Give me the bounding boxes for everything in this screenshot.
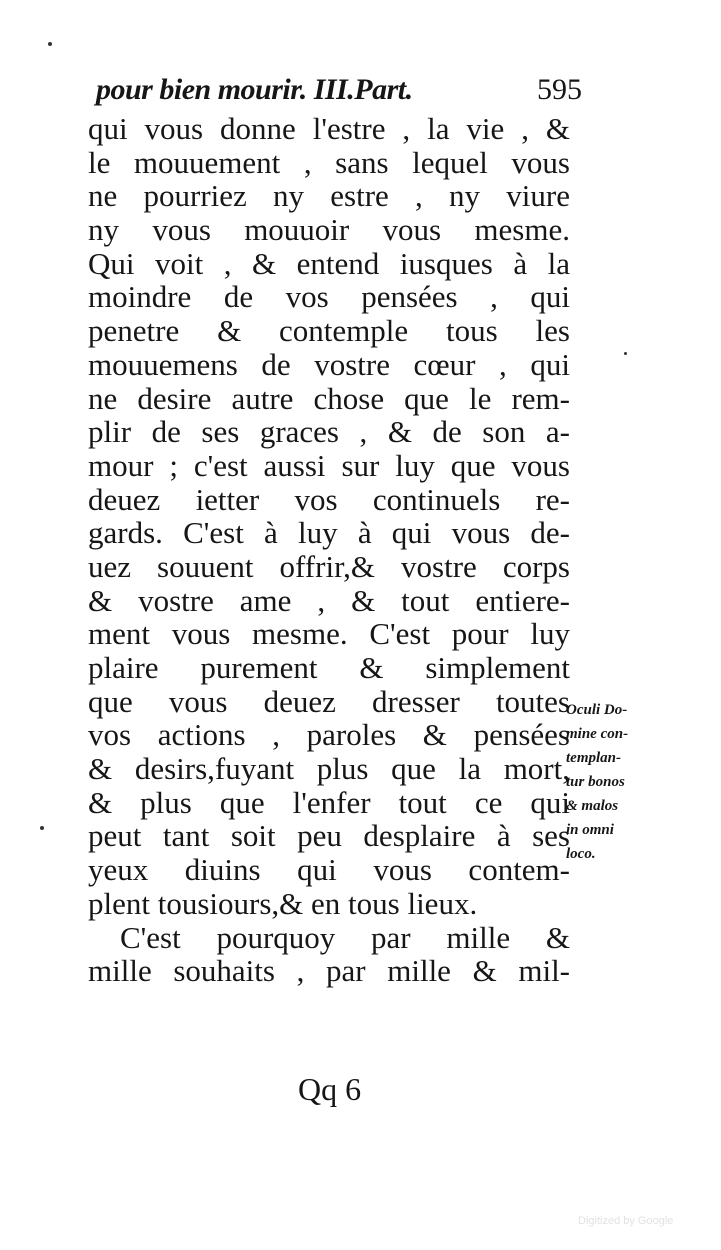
text-line: plaire purement & simplement (88, 650, 570, 685)
ink-speck (48, 42, 52, 46)
running-head-title: pour bien mourir. III.Part. (96, 73, 413, 106)
text-line: peut tant soit peu desplaire à ses (88, 818, 570, 854)
text-line: mour ; c'est aussi sur luy que vous (88, 447, 570, 483)
page-number: 595 (537, 73, 582, 106)
margin-note-line: loco. (566, 846, 596, 862)
running-head (96, 68, 588, 112)
signature-mark: Qq 6 (298, 1071, 362, 1107)
text-line: mille souhaits , par mille & mil- (88, 953, 570, 989)
text-line: penetre & contemple tous les (88, 313, 570, 349)
text-line: & desirs,fuyant plus que la mort, (88, 751, 570, 787)
margin-note-line: & malos (566, 798, 619, 814)
text-line: plent tousiours,& en tous lieux. (88, 885, 478, 921)
text-line: & vostre ame , & tout entiere- (88, 582, 570, 618)
text-line: vos actions , paroles & pensées (88, 717, 570, 753)
text-line: yeux diuins qui vous contem- (88, 852, 570, 888)
margin-note-line: Oculi Do- (566, 702, 628, 718)
body-text (88, 112, 570, 988)
margin-note-line: tur bonos (566, 774, 625, 790)
text-line: Qui voit , & entend iusques à la (88, 245, 570, 281)
text-line: & plus que l'enfer tout ce qui (88, 784, 570, 820)
margin-note-line: mine con- (566, 726, 629, 742)
text-line: que vous deuez dresser toutes (88, 683, 570, 719)
text-line: ment vous mesme. C'est pour luy (88, 616, 570, 652)
watermark: Digitized by Google (578, 1215, 674, 1227)
margin-note (566, 698, 716, 866)
text-line: plir de ses graces , & de son a- (88, 414, 570, 450)
text-line: deuez ietter vos continuels re- (88, 481, 570, 517)
text-line: gards. C'est à luy à qui vous de- (88, 515, 570, 551)
margin-note-line: templan- (566, 750, 621, 766)
text-line: mouuemens de vostre cœur , qui (88, 346, 570, 382)
text-line: qui vous donne l'estre , la vie , & (88, 111, 570, 146)
text-line: ne pourriez ny estre , ny viure (88, 178, 570, 214)
ink-speck (40, 826, 44, 830)
ink-speck (624, 352, 627, 355)
text-line: C'est pourquoy par mille & (120, 919, 570, 955)
text-line: ny vous mouuoir vous mesme. (88, 212, 570, 248)
text-line: uez souuent offrir,& vostre corps (88, 548, 570, 584)
margin-note-line: in omni (566, 822, 614, 838)
text-line: le mouuement , sans lequel vous (88, 144, 570, 180)
text-line: moindre de vos pensées , qui (88, 279, 570, 315)
text-line: ne desire autre chose que le rem- (88, 380, 570, 416)
